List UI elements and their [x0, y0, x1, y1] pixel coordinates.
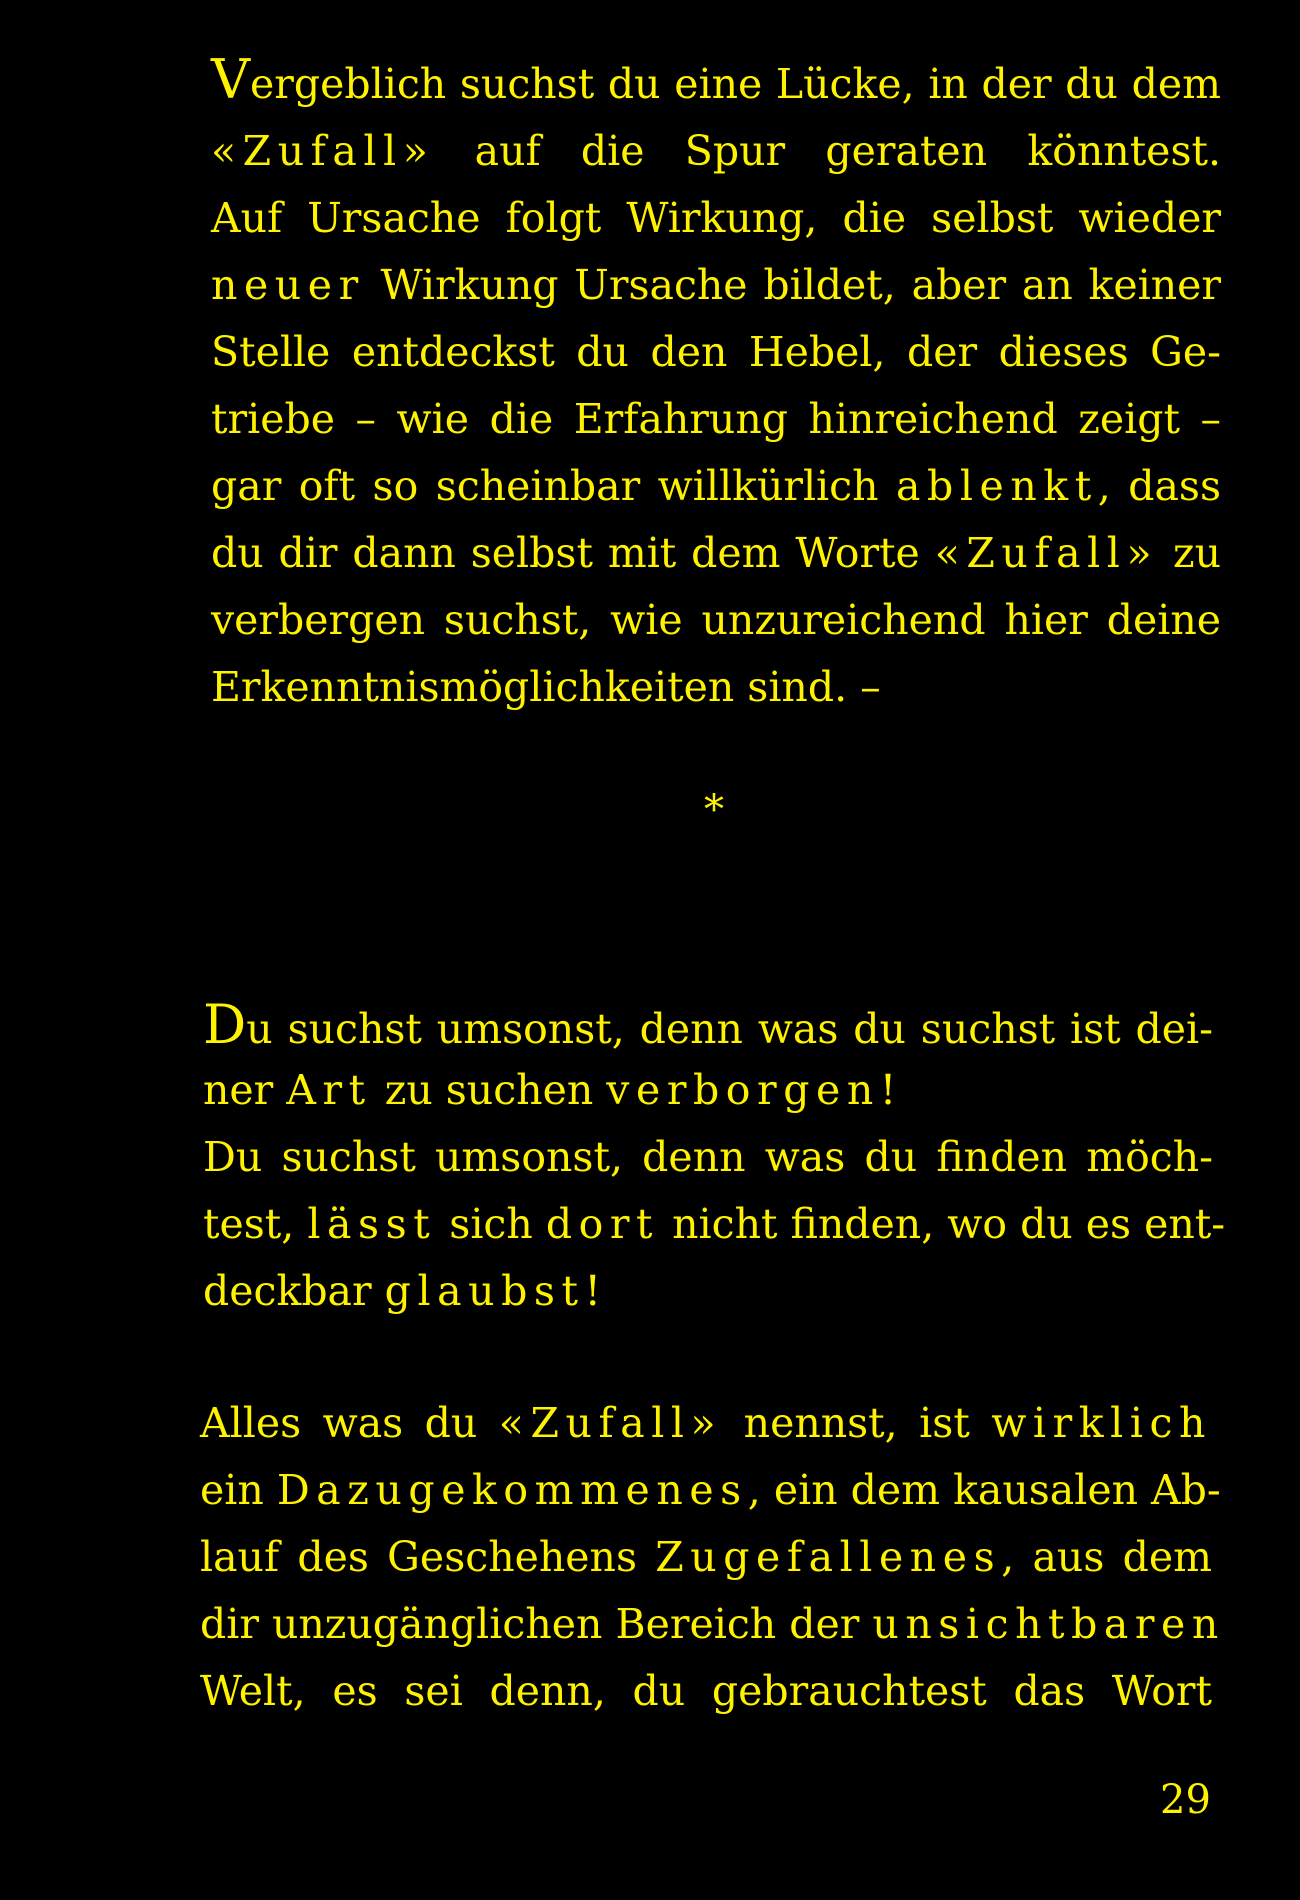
- paragraph-line: triebe – wie die Erfahrung hinreichend zeigt –: [211, 395, 1221, 443]
- spaced-emphasis: unsichtbaren: [872, 1600, 1225, 1648]
- spaced-emphasis: Dazugekommenes: [276, 1466, 748, 1514]
- paragraph-line: test, lässt sich dort nicht finden, wo du es ent-: [203, 1200, 1226, 1248]
- paragraph-line: ein Dazugekommenes, ein dem kausalen Ab-: [200, 1466, 1221, 1514]
- paragraph-line: Du suchst umsonst, denn was du finden möch-: [203, 1133, 1213, 1181]
- paragraph-line: Erkenntnismöglichkeiten sind. –: [211, 663, 881, 711]
- paragraph-line: du dir dann selbst mit dem Worte «Zufall» zu: [211, 529, 1221, 577]
- spaced-emphasis: verborgen!: [606, 1066, 903, 1114]
- drop-cap: V: [211, 48, 250, 111]
- paragraph-line: dir unzugänglichen Bereich der unsichtbaren: [200, 1600, 1225, 1648]
- page-number: 29: [1160, 1777, 1211, 1823]
- paragraph-line: Du suchst umsonst, denn was du suchst ist dei-: [203, 993, 1213, 1056]
- paragraph-line: neuer Wirkung Ursache bildet, aber an keiner: [211, 261, 1221, 309]
- spaced-emphasis: lässt: [307, 1200, 437, 1248]
- paragraph-line: Stelle entdeckst du den Hebel, der dieses Ge-: [211, 328, 1221, 376]
- spaced-emphasis: «Zufall»: [211, 127, 435, 175]
- paragraph-line: ner Art zu suchen verborgen!: [203, 1066, 903, 1114]
- section-separator-asterisk: *: [704, 787, 724, 833]
- spaced-emphasis: Art: [286, 1066, 372, 1114]
- drop-cap: D: [203, 993, 247, 1056]
- paragraph-line: Auf Ursache folgt Wirkung, die selbst wieder: [211, 194, 1221, 242]
- paragraph-line: Vergeblich suchst du eine Lücke, in der du dem: [211, 48, 1221, 111]
- paragraph-line: gar oft so scheinbar willkürlich ablenkt, dass: [211, 462, 1221, 510]
- paragraph-line: deckbar glaubst!: [203, 1267, 608, 1315]
- spaced-emphasis: neuer: [211, 261, 365, 309]
- paragraph-line: Welt, es sei denn, du gebrauchtest das Wort: [200, 1667, 1212, 1715]
- spaced-emphasis: dort: [545, 1200, 660, 1248]
- paragraph-line: Alles was du «Zufall» nennst, ist wirklich: [200, 1399, 1213, 1447]
- spaced-emphasis: «Zufall»: [498, 1399, 723, 1447]
- paragraph-line: «Zufall» auf die Spur geraten könntest.: [211, 127, 1221, 175]
- paragraph-line: lauf des Geschehens Zugefallenes, aus dem: [200, 1533, 1212, 1581]
- paragraph-line: verbergen suchst, wie unzureichend hier deine: [211, 596, 1221, 644]
- spaced-emphasis: wirklich: [991, 1399, 1213, 1447]
- spaced-emphasis: Zugefallenes: [655, 1533, 1002, 1581]
- spaced-emphasis: glaubst!: [384, 1267, 608, 1315]
- spaced-emphasis: «Zufall»: [934, 529, 1159, 577]
- spaced-emphasis: ablenkt: [896, 462, 1098, 510]
